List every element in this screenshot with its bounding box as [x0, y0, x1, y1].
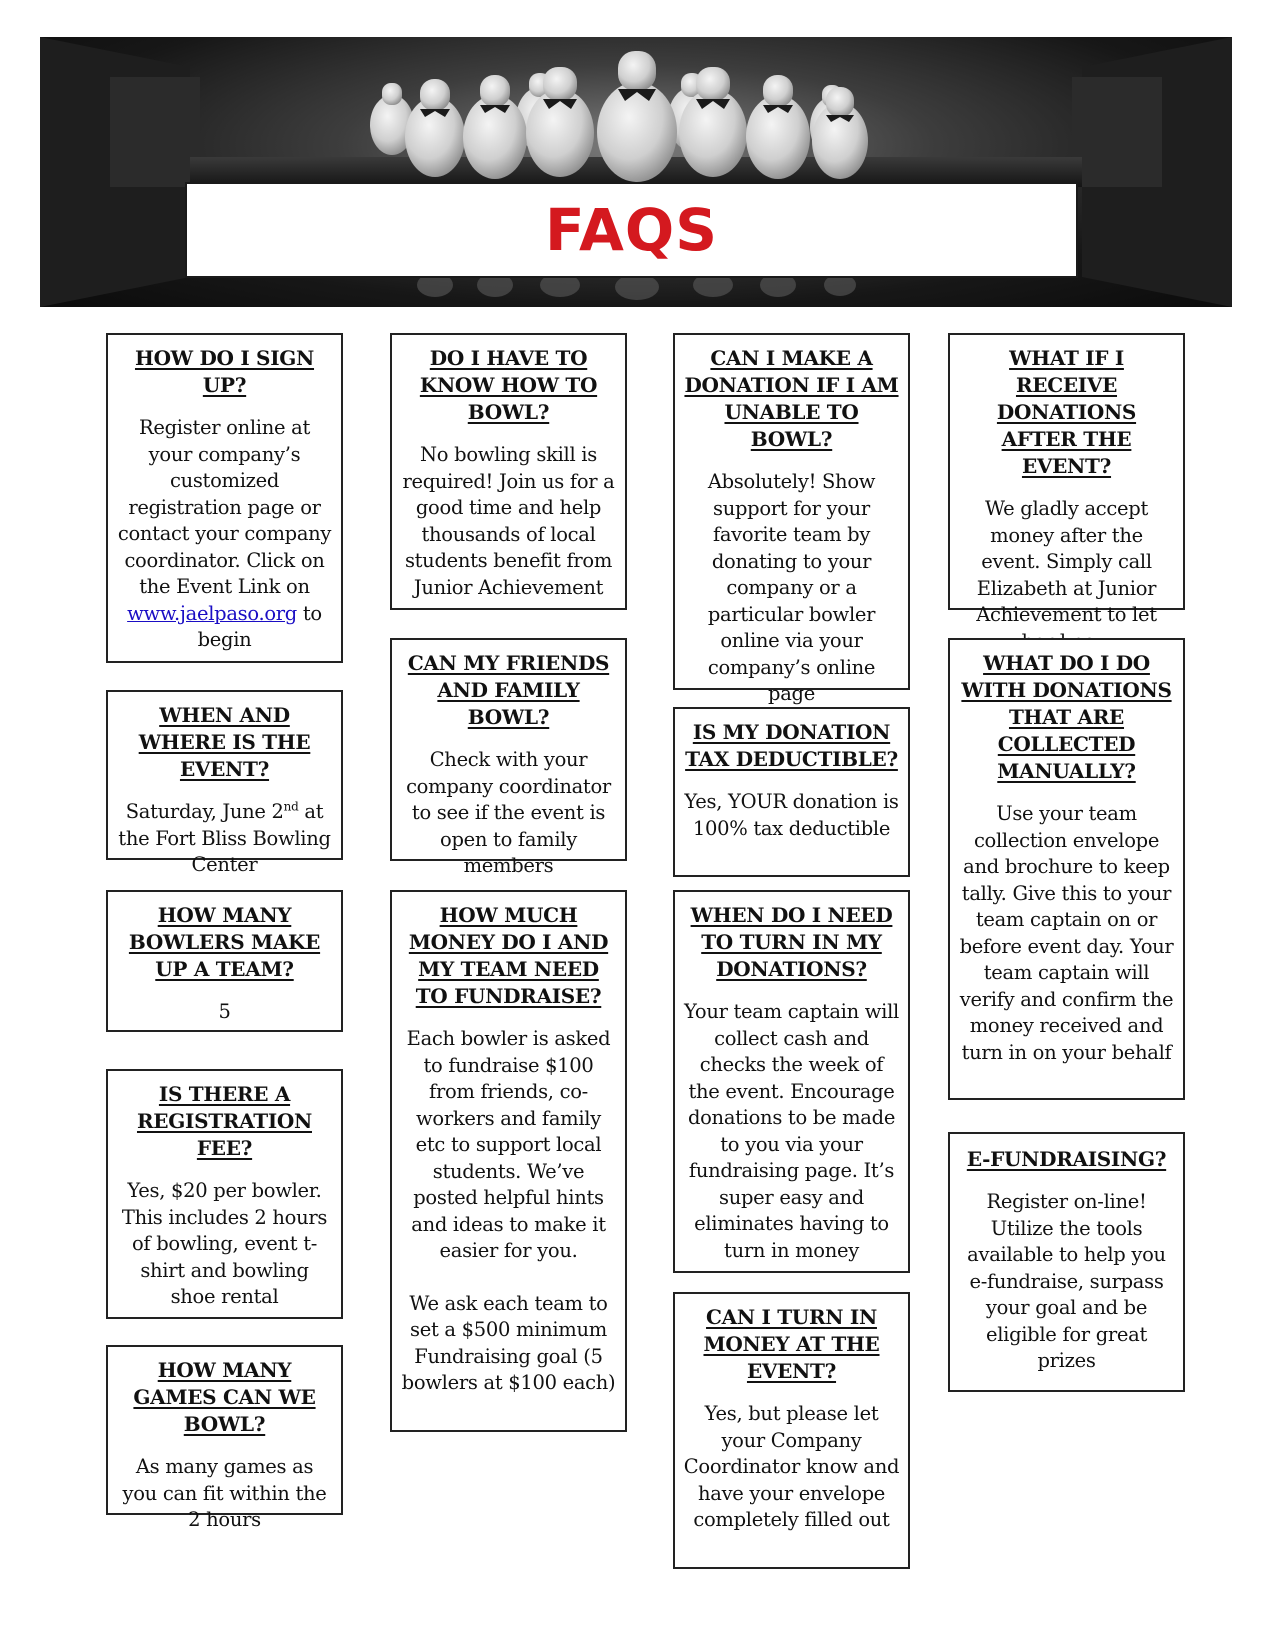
faq-card-friends-family — [390, 638, 627, 877]
faq-answer-text-end: at the Fort Bliss Bowling Center — [118, 800, 331, 876]
faq-answer — [116, 415, 333, 654]
faq-answer-team-goal: We ask each team to set a $500 minimum Fundraising goal (5 bowlers at $100 each) — [401, 1291, 616, 1394]
faq-answer: Yes, $20 per bowler. This includes 2 hours of bowling, event t-shirt and bowling shoe rental — [121, 1179, 328, 1308]
page-title: FAQS — [545, 196, 718, 264]
faq-question: CAN I TURN IN MONEY AT THE EVENT? — [703, 1305, 880, 1383]
faq-answer: No bowling skill is required! Join us for a good time and help thousands of local students benefit from Junior Achievement — [402, 443, 615, 599]
faq-card-after-event — [948, 333, 1185, 626]
faq-question: E-FUNDRAISING? — [966, 1147, 1167, 1171]
faq-answer — [116, 799, 333, 879]
faq-answer-text-end: to begin — [197, 601, 322, 651]
faq-card-efundraising — [948, 1132, 1185, 1392]
faq-answer: 5 — [218, 1000, 231, 1023]
header-banner — [40, 37, 1232, 307]
faq-card-tax — [673, 707, 910, 877]
faq-card-turn-in-when — [673, 890, 910, 1273]
faq-question: DO I HAVE TO KNOW HOW TO BOWL? — [419, 346, 598, 424]
faq-question: WHEN DO I NEED TO TURN IN MY DONATIONS? — [690, 903, 893, 981]
faq-answer: As many games as you can fit within the 2 hours — [122, 1455, 327, 1531]
faq-question: WHAT IF I RECEIVE DONATIONS AFTER THE EVENT? — [996, 346, 1137, 478]
faq-answer: We gladly accept money after the event. Simply call Elizabeth at Junior Achievement to let — [976, 497, 1157, 626]
faq-card-collected-manually — [948, 638, 1185, 1100]
faq-question: IS THERE A REGISTRATION FEE? — [136, 1082, 312, 1160]
faq-answer: Register on-line! Utilize the tools available to help you e-fundraise, surpass your goal and be eligible for great prizes — [967, 1190, 1166, 1372]
faq-card-registration-fee — [106, 1069, 343, 1319]
faq-question: CAN I MAKE A DONATION IF I AM UNABLE TO BOWL? — [684, 346, 899, 451]
faq-question: HOW MANY GAMES CAN WE BOWL? — [133, 1358, 316, 1436]
faq-card-know-how — [390, 333, 627, 610]
faq-question: HOW MANY BOWLERS MAKE UP A TEAM? — [128, 903, 321, 981]
faq-answer-text: Saturday, June 2 — [125, 800, 284, 823]
faq-card-games — [106, 1345, 343, 1531]
faq-question: IS MY DONATION TAX DEDUCTIBLE? — [685, 720, 898, 771]
faq-answer-text: Register online at your company’s customized registration page or contact your company coordinator. Click on the Event Link on — [117, 416, 332, 598]
faq-card-when-where — [106, 690, 343, 876]
title-box — [185, 182, 1078, 278]
ordinal-suffix: nd — [283, 799, 299, 814]
faq-card-turn-in-event — [673, 1292, 910, 1569]
faq-question: WHEN AND WHERE IS THE EVENT? — [138, 703, 311, 781]
faq-answer: Use your team collection envelope and brochure to keep tally. Give this to your team captain on or before event day. Your team captain will verify and confirm the money received and turn in on your behalf — [959, 802, 1174, 1064]
faq-answer: Check with your company coordinator to see if the event is open to family members — [406, 748, 611, 877]
faq-answer: Yes, YOUR donation is 100% tax deductible — [684, 790, 899, 840]
faq-question: HOW DO I SIGN UP? — [134, 346, 315, 397]
faq-card-fundraise-amount — [390, 890, 627, 1432]
faq-question: WHAT DO I DO WITH DONATIONS THAT ARE COLLECTED MANUALLY? — [961, 651, 1172, 783]
faq-answer: Your team captain will collect cash and checks the week of the event. Encourage donations to be made to you via your fundraising page. It’s super easy and eliminates having to turn in money — [684, 1000, 899, 1262]
faq-answer: Absolutely! Show support for your favorite team by donating to your company or a particular bowler online via your company’s online page — [707, 470, 876, 705]
faq-question: HOW MUCH MONEY DO I AND MY TEAM NEED TO FUNDRAISE? — [408, 903, 609, 1008]
faq-card-sign-up — [106, 333, 343, 663]
faq-answer: Each bowler is asked to fundraise $100 from friends, co-workers and family etc to support local students. We’ve posted helpful hints and ideas to make it easier for you. — [406, 1027, 611, 1262]
faq-question: CAN MY FRIENDS AND FAMILY BOWL? — [407, 651, 610, 729]
faq-card-donate-unable — [673, 333, 910, 705]
faq-answer: Yes, but please let your Company Coordinator know and have your envelope completely filled out — [683, 1402, 900, 1531]
website-link[interactable]: www.jaelpaso.org — [127, 601, 297, 625]
faq-card-team-size — [106, 890, 343, 1032]
